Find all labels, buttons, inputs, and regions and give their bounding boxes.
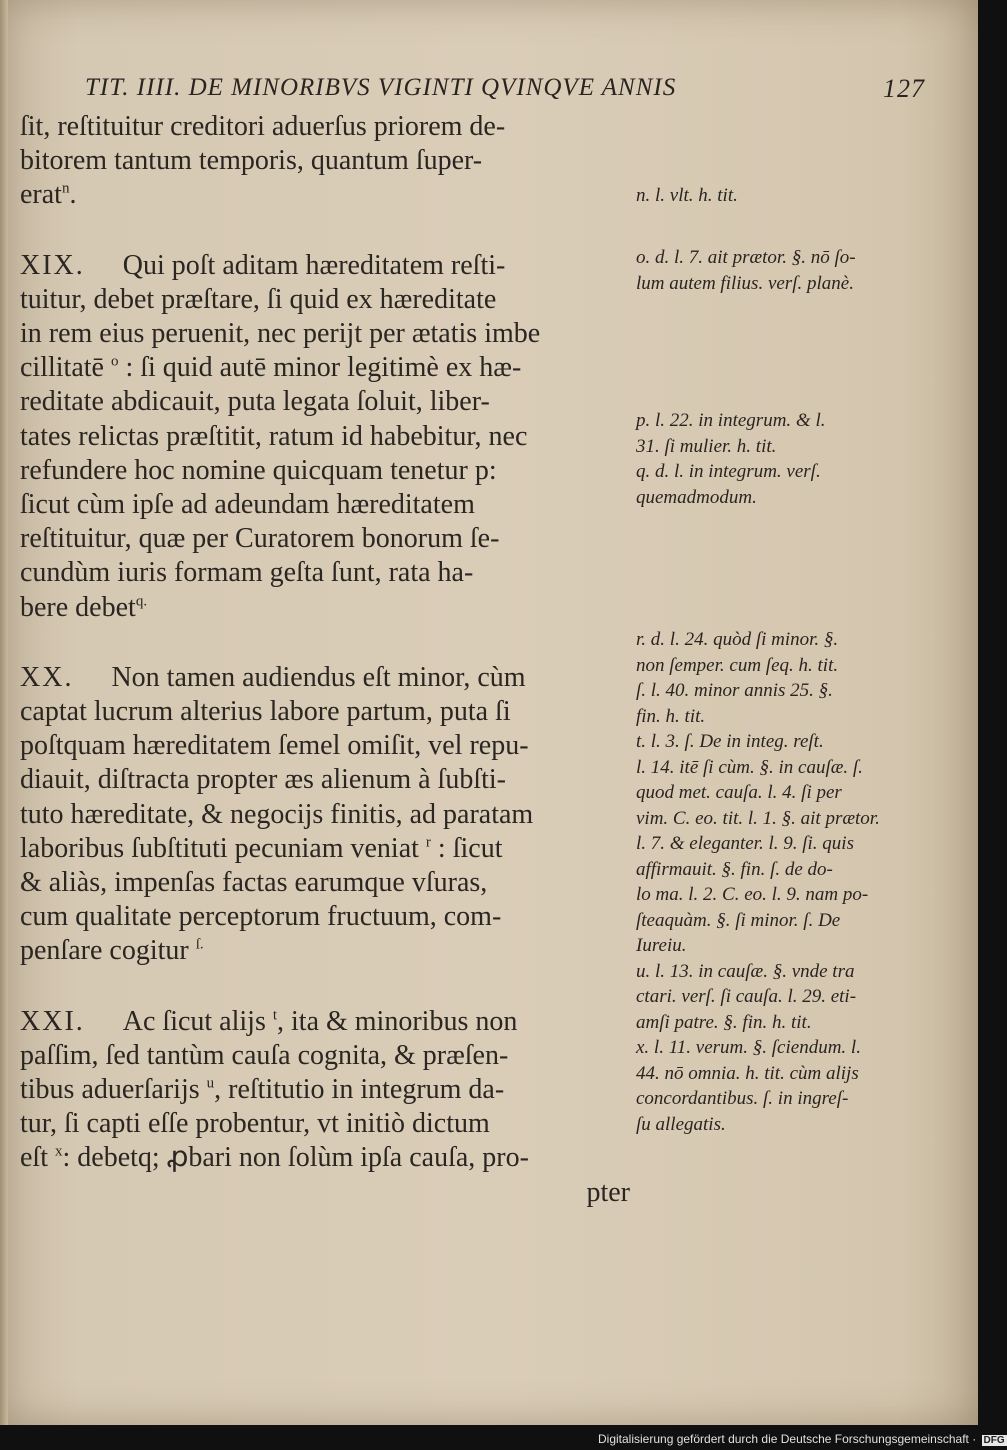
- note-marker: x: [55, 1144, 63, 1161]
- page-number: 127: [883, 74, 925, 103]
- note-line: q. d. l. in integrum. verſ.: [636, 461, 821, 482]
- note-line: lo ma. l. 2. C. eo. l. 9. nam po-: [636, 884, 869, 905]
- section-number: XX.: [20, 661, 74, 693]
- note-line: non ſemper. cum ſeq. h. tit.: [636, 654, 839, 676]
- note-line: affirmauit. §. fin. ſ. de do-: [636, 858, 833, 880]
- text-line: poſtquam hæreditatem ſemel omiſit, vel repu-: [20, 730, 529, 762]
- text-line: & aliàs, impenſas factas earumque vſuras,: [20, 867, 488, 899]
- note-line: n. l. vlt. h. tit.: [636, 185, 738, 206]
- text-line: in rem eius peruenit, nec perijt per ætatis imbe: [20, 318, 541, 350]
- text-line: laboribus ſubſtituti pecuniam veniat $^r$ : ſicut: [20, 832, 503, 864]
- text-line: tur, ſi capti eſſe probentur, vt initiò dictum: [20, 1108, 490, 1140]
- text-line: tuto hæreditate, & negocijs finitis, ad paratam: [20, 798, 534, 830]
- text-line: XIX. Qui poſt aditam hæreditatem reſti-: [20, 249, 506, 281]
- main-text: [20, 110, 630, 1210]
- note-line: 31. ſi mulier. h. tit.: [636, 435, 777, 457]
- note-marker: u: [206, 1075, 215, 1092]
- footer-text: Digitalisierung gefördert durch die Deutsche Forschungsgemeinschaft: [598, 1432, 969, 1446]
- footer-credit: Digitalisierung gefördert durch die Deutsche Forschungsgemeinschaft · DFG: [598, 1432, 1005, 1446]
- running-title: TIT. IIII. DE MINORIBVS VIGINTI QVINQVE ANNIS: [85, 74, 677, 101]
- section-number: XIX.: [20, 249, 85, 281]
- note-line: ctari. verſ. ſi cauſa. l. 29. eti-: [636, 986, 857, 1007]
- text-line: pter: [586, 1176, 630, 1208]
- text-line: cum qualitate perceptorum fructuum, com-: [20, 901, 502, 933]
- text-line: XXI. Ac ſicut alijs $^t$, ita & minoribus non: [20, 1005, 518, 1037]
- margin-note-n: [636, 183, 936, 209]
- running-header: [85, 70, 925, 114]
- text-line: paſſim, ſed tantùm cauſa cognita, & præſen-: [20, 1039, 509, 1071]
- note-marker: t: [272, 1007, 278, 1024]
- note-marker: ſ.: [195, 937, 204, 954]
- text-line: ſit, reſtituitur creditori aduerſus priorem de-: [20, 111, 506, 142]
- note-line: r. d. l. 24. quòd ſi minor. §.: [636, 629, 839, 650]
- text-line: ſicut cùm ipſe ad adeundam hæreditatem: [20, 489, 475, 521]
- note-line: vim. C. eo. tit. l. 1. §. ait prætor.: [636, 807, 880, 829]
- note-line: x. l. 11. verum. §. ſciendum. l.: [636, 1037, 861, 1058]
- text-line: refundere hoc nomine quicquam tenetur p:: [20, 454, 497, 486]
- note-marker: n: [61, 181, 70, 198]
- text-line: cillitatē $^o$ : ſi quid autē minor legitimè ex hæ-: [20, 352, 522, 384]
- text-line: cundùm iuris formam geſta ſunt, rata ha-: [20, 557, 474, 589]
- text-line: penſare cogitur $^{ſ.}$: [20, 935, 204, 967]
- margin-note-r-x: [636, 627, 936, 1137]
- note-line: ſu allegatis.: [636, 1113, 726, 1135]
- text-line: bitorem tantum temporis, quantum ſuper-: [20, 145, 483, 177]
- note-line: Iureiu.: [636, 935, 687, 956]
- note-marker: p:: [474, 454, 497, 486]
- dfg-logo: DFG: [983, 1435, 1005, 1446]
- text-line: reſtituitur, quæ per Curatorem bonorum ſe-: [20, 523, 500, 555]
- section-number: XXI.: [20, 1005, 85, 1037]
- note-marker: r: [425, 834, 431, 851]
- text-line: erat$^n$.: [20, 179, 77, 211]
- note-line: quemadmodum.: [636, 486, 757, 508]
- text-line: tates relictas præſtitit, ratum id habebitur, nec: [20, 420, 528, 452]
- text-line: tibus aduerſarijs $^u$, reſtitutio in integrum da-: [20, 1074, 505, 1106]
- note-line: 44. nō omnia. h. tit. cùm alijs: [636, 1062, 859, 1084]
- note-line: concordantibus. ſ. in ingreſ-: [636, 1088, 849, 1109]
- note-line: p. l. 22. in integrum. & l.: [636, 410, 826, 431]
- page-edge: [0, 0, 8, 1425]
- note-line: ſ. l. 40. minor annis 25. §.: [636, 680, 833, 701]
- text-line: tuitur, debet præſtare, ſi quid ex hæreditate: [20, 283, 497, 315]
- margin-note-o: [636, 245, 936, 296]
- text-line: XX. Non tamen audiendus eſt minor, cùm: [20, 661, 526, 693]
- text-line: eſt $^x$: debetq; ꝓbari non ſolùm ipſa cauſa, pro-: [20, 1142, 529, 1174]
- text-line: diauit, diſtracta propter æs alienum à ſubſti-: [20, 764, 506, 796]
- note-line: lum autem filius. verſ. planè.: [636, 272, 854, 294]
- text-line: reditate abdicauit, puta legata ſoluit, liber-: [20, 386, 490, 418]
- note-line: quod met. cauſa. l. 4. ſi per: [636, 782, 842, 803]
- note-line: o. d. l. 7. ait prætor. §. nō ſo-: [636, 247, 856, 268]
- note-line: amſi patre. §. fin. h. tit.: [636, 1011, 812, 1033]
- note-line: l. 14. itē ſi cùm. §. in cauſæ. ſ.: [636, 756, 863, 778]
- note-marker: o: [110, 353, 119, 370]
- note-line: u. l. 13. in cauſæ. §. vnde tra: [636, 960, 855, 982]
- note-marker: q.: [135, 593, 148, 610]
- text-line: bere debet$^{q.}$: [20, 591, 148, 623]
- note-line: t. l. 3. ſ. De in integ. reſt.: [636, 731, 824, 752]
- note-line: ſteaquàm. §. ſi minor. ſ. De: [636, 909, 841, 931]
- note-line: fin. h. tit.: [636, 705, 706, 727]
- margin-note-p-q: [636, 408, 936, 510]
- text-line: captat lucrum alterius labore partum, puta ſi: [20, 696, 511, 728]
- note-line: l. 7. & eleganter. l. 9. ſi. quis: [636, 833, 854, 854]
